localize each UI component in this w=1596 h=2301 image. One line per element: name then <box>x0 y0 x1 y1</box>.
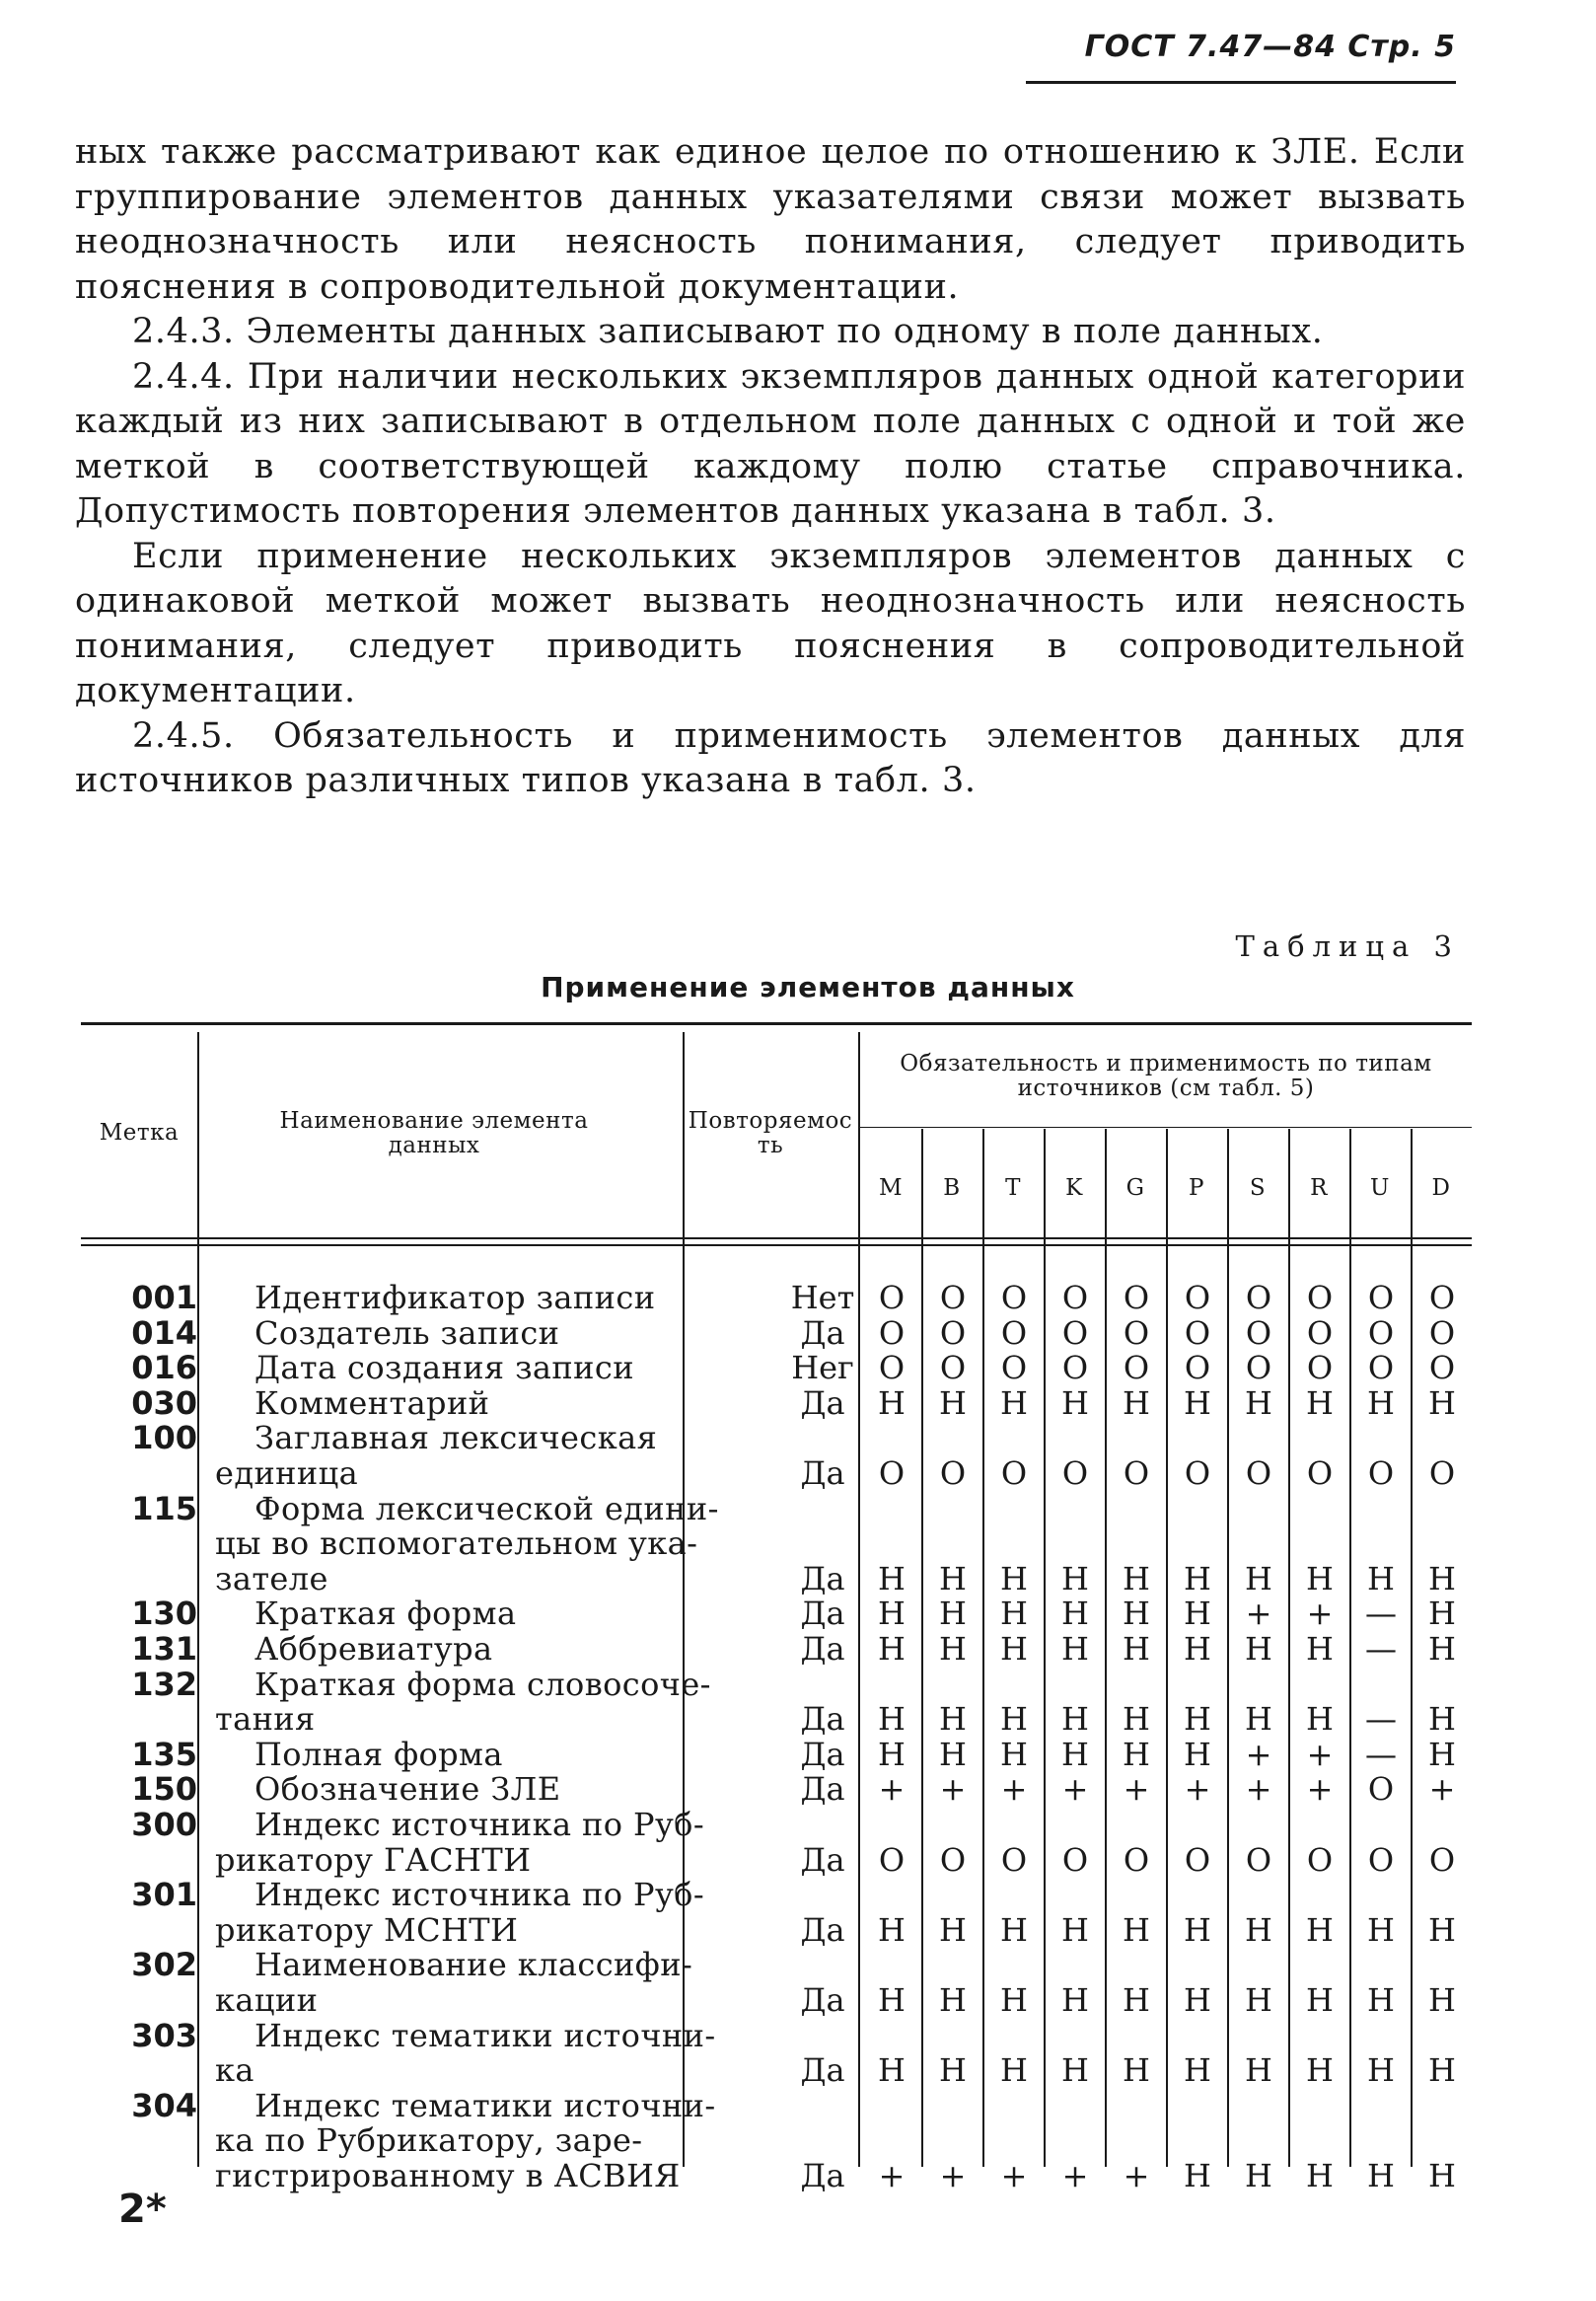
row-value: + <box>939 1770 967 1809</box>
row-value: О <box>1123 1840 1150 1879</box>
row-code: 135 <box>131 1735 197 1773</box>
row-value: Н <box>1000 1383 1028 1422</box>
row-value: Н <box>1123 2051 1150 2090</box>
table-row <box>81 1489 1472 1597</box>
row-value: + <box>1245 1735 1272 1773</box>
row-name-line: Наименование классифи- <box>254 1946 693 1984</box>
row-value: О <box>1184 1840 1211 1879</box>
row-value: Н <box>1428 1735 1456 1773</box>
row-name-line: рикатору ГАСНТИ <box>215 1840 532 1879</box>
row-repeat: Да <box>800 1735 845 1773</box>
row-value: О <box>1000 1313 1028 1352</box>
row-value: О <box>878 1313 906 1352</box>
row-repeat: Нет <box>790 1279 855 1316</box>
table-top-rule <box>81 1022 1472 1025</box>
row-value: О <box>1428 1840 1456 1879</box>
row-value: Н <box>1000 2051 1028 2090</box>
table-row <box>81 1878 1472 1948</box>
row-value: Н <box>878 1700 906 1739</box>
row-value: + <box>1306 1595 1334 1633</box>
row-value: О <box>1061 1840 1089 1879</box>
row-value: О <box>1123 1313 1150 1352</box>
row-value: Н <box>1123 1383 1150 1422</box>
table-row <box>81 1808 1472 1878</box>
row-value: + <box>878 1770 906 1809</box>
table-header-rule <box>81 1244 1472 1246</box>
row-value: Н <box>1123 1595 1150 1633</box>
row-value: Н <box>878 1559 906 1597</box>
table-row <box>81 1596 1472 1632</box>
row-name <box>215 1383 762 1422</box>
row-value: — <box>1365 1630 1397 1668</box>
row-name-line: Индекс источника по Руб- <box>254 1876 705 1914</box>
row-value: Н <box>1428 1595 1456 1633</box>
row-name <box>215 1313 762 1352</box>
row-value: Н <box>939 1700 967 1739</box>
row-value: Н <box>1367 1383 1395 1422</box>
row-value: Н <box>939 1980 967 2019</box>
page-footer-mark: 2* <box>118 2187 167 2232</box>
row-repeat: Да <box>800 1383 845 1422</box>
table-row <box>81 1351 1472 1386</box>
row-value: + <box>1245 1770 1272 1809</box>
row-code: 300 <box>131 1806 197 1843</box>
row-value: + <box>1245 1595 1272 1633</box>
body-text <box>75 130 1466 804</box>
row-value: Н <box>1000 1595 1028 1633</box>
row-value: О <box>939 1349 967 1387</box>
row-value: Н <box>1428 1559 1456 1597</box>
row-name <box>215 1665 762 1739</box>
row-value: Н <box>1184 1383 1211 1422</box>
row-repeat: Да <box>800 1453 845 1492</box>
row-value: Н <box>1184 1630 1211 1668</box>
row-value: Н <box>1367 2156 1395 2194</box>
row-value: Н <box>878 1383 906 1422</box>
row-value: О <box>1061 1453 1089 1492</box>
row-value: Н <box>1061 1595 1089 1633</box>
row-value: Н <box>1061 1980 1089 2019</box>
row-name <box>215 1351 762 1386</box>
header-label: Метка <box>99 1120 180 1146</box>
header-source-type: D <box>1431 1175 1451 1201</box>
row-value: Н <box>939 1735 967 1773</box>
row-name-line: Заглавная лексическая <box>254 1419 658 1457</box>
row-name-line: Индекс тематики источни- <box>254 2086 716 2124</box>
row-value: + <box>1000 2156 1028 2194</box>
row-value: О <box>1245 1453 1272 1492</box>
row-value: + <box>1184 1770 1211 1809</box>
row-value: О <box>1306 1279 1334 1316</box>
row-value: Н <box>1245 1980 1272 2019</box>
row-value: О <box>1367 1313 1395 1352</box>
row-value: Н <box>1245 2156 1272 2194</box>
row-code: 030 <box>131 1383 197 1422</box>
row-value: О <box>1245 1349 1272 1387</box>
row-name-line: Комментарий <box>254 1383 490 1422</box>
row-code: 001 <box>131 1279 197 1316</box>
row-name-line: гистрированному в АСВИЯ <box>215 2156 681 2194</box>
header-rule <box>1026 81 1456 84</box>
row-name-line: Создатель записи <box>254 1313 560 1352</box>
row-value: Н <box>1428 1980 1456 2019</box>
row-repeat: Нег <box>791 1349 854 1387</box>
paragraph: 2.4.5. Обязательность и применимость элементов данных для источников различных типов указана в табл. 3. <box>75 715 1466 800</box>
row-value: О <box>1000 1279 1028 1316</box>
table-row <box>81 1313 1472 1352</box>
row-value: Н <box>1184 2051 1211 2090</box>
row-name-line: Индекс тематики источни- <box>254 2016 716 2054</box>
page-header-text: ГОСТ 7.47—84 Стр. 5 <box>1084 30 1456 64</box>
row-name-line: Идентификатор записи <box>254 1279 656 1316</box>
row-value: Н <box>1184 1910 1211 1949</box>
row-value: + <box>1306 1770 1334 1809</box>
table-number: Таблица 3 <box>1235 929 1460 963</box>
row-repeat: Да <box>800 1559 845 1597</box>
paragraph: 2.4.3. Элементы данных записывают по одному в поле данных. <box>132 312 1324 351</box>
row-value: О <box>1306 1840 1334 1879</box>
row-name <box>215 1808 762 1878</box>
row-name <box>215 1489 762 1597</box>
table-header-rule <box>81 1237 1472 1239</box>
row-value: О <box>1428 1313 1456 1352</box>
row-name-line: Краткая форма <box>254 1595 517 1633</box>
row-name-line: Краткая форма словосоче- <box>254 1665 711 1703</box>
table-row <box>81 2016 1472 2090</box>
row-value: Н <box>1306 2156 1334 2194</box>
row-name-line: цы во вспомогательном ука- <box>215 1524 698 1563</box>
row-value: Н <box>1184 1735 1211 1773</box>
row-name <box>215 2016 762 2090</box>
row-name-line: рикатору МСНТИ <box>215 1910 519 1949</box>
row-value: Н <box>1306 1910 1334 1949</box>
row-value: — <box>1365 1700 1397 1739</box>
row-value: О <box>1245 1313 1272 1352</box>
row-repeat: Да <box>800 2156 845 2194</box>
row-name <box>215 1948 762 2018</box>
row-value: О <box>1306 1313 1334 1352</box>
row-value: + <box>1061 1770 1089 1809</box>
row-value: + <box>1123 1770 1150 1809</box>
row-value: О <box>1123 1349 1150 1387</box>
row-value: + <box>1428 1770 1456 1809</box>
header-applicability: Обязательность и применимость по типам источников (см табл. 5) <box>900 1051 1432 1101</box>
header-source-type: U <box>1370 1175 1390 1201</box>
row-value: Н <box>1245 1700 1272 1739</box>
table-row <box>81 1281 1472 1316</box>
row-value: Н <box>1184 1700 1211 1739</box>
row-value: Н <box>1061 1559 1089 1597</box>
row-value: О <box>1367 1840 1395 1879</box>
row-code: 304 <box>131 2086 197 2124</box>
row-value: О <box>939 1453 967 1492</box>
row-value: Н <box>1428 2156 1456 2194</box>
row-code: 132 <box>131 1665 197 1703</box>
row-name <box>215 1596 762 1632</box>
row-value: + <box>1123 2156 1150 2194</box>
row-value: Н <box>1123 1630 1150 1668</box>
row-value: Н <box>1367 1910 1395 1949</box>
row-value: Н <box>1367 1559 1395 1597</box>
header-source-type: P <box>1189 1175 1204 1201</box>
row-value: Н <box>939 1910 967 1949</box>
row-name-line: Форма лексической едини- <box>254 1489 719 1527</box>
row-value: О <box>878 1840 906 1879</box>
row-value: Н <box>1245 1910 1272 1949</box>
row-value: Н <box>1123 1559 1150 1597</box>
row-value: О <box>878 1279 906 1316</box>
row-value: Н <box>878 1595 906 1633</box>
row-value: — <box>1365 1595 1397 1633</box>
row-value: + <box>1000 1770 1028 1809</box>
header-source-type: M <box>878 1175 904 1201</box>
row-value: Н <box>1245 1383 1272 1422</box>
row-value: О <box>1367 1770 1395 1809</box>
row-value: О <box>878 1453 906 1492</box>
row-value: Н <box>1123 1980 1150 2019</box>
row-name-line: ка <box>215 2051 254 2090</box>
row-code: 301 <box>131 1876 197 1914</box>
row-value: О <box>939 1840 967 1879</box>
row-value: О <box>1061 1279 1089 1316</box>
row-value: О <box>939 1279 967 1316</box>
row-value: Н <box>1061 1700 1089 1739</box>
row-repeat: Да <box>800 1595 845 1633</box>
table-row <box>81 1421 1472 1491</box>
header-source-type: R <box>1310 1175 1328 1201</box>
row-repeat: Да <box>800 1840 845 1879</box>
row-code: 100 <box>131 1419 197 1457</box>
header-source-type: G <box>1125 1175 1145 1201</box>
table-row <box>81 1665 1472 1739</box>
table-row <box>81 1735 1472 1773</box>
row-value: О <box>1184 1279 1211 1316</box>
row-value: О <box>1306 1349 1334 1387</box>
row-name-line: зателе <box>215 1559 328 1597</box>
row-value: О <box>1123 1279 1150 1316</box>
row-value: О <box>878 1349 906 1387</box>
row-name <box>215 1772 762 1808</box>
row-name <box>215 1632 762 1668</box>
row-value: + <box>1061 2156 1089 2194</box>
table-row <box>81 1948 1472 2018</box>
row-name <box>215 1281 762 1316</box>
table-row <box>81 1772 1472 1808</box>
row-value: О <box>1123 1453 1150 1492</box>
row-value: Н <box>939 1383 967 1422</box>
row-name-line: Полная форма <box>254 1735 503 1773</box>
row-value: Н <box>1306 2051 1334 2090</box>
row-value: + <box>939 2156 967 2194</box>
row-code: 016 <box>131 1349 197 1387</box>
paragraph: ных также рассматривают как единое целое по отношению к ЗЛЕ. Если группирование элементов данных указателями связи может вызвать неоднозначность или неясность понимания, следует приводить пояснения в сопроводительной документации. <box>75 132 1466 307</box>
row-value: Н <box>1428 1700 1456 1739</box>
row-value: Н <box>1000 1630 1028 1668</box>
row-value: Н <box>1061 1383 1089 1422</box>
row-name <box>215 1421 762 1491</box>
row-value: Н <box>1306 1559 1334 1597</box>
table-subheader-rule <box>860 1127 1472 1128</box>
header-source-type: K <box>1065 1175 1083 1201</box>
data-elements-table <box>81 1022 1472 2194</box>
row-value: О <box>1061 1313 1089 1352</box>
row-value: Н <box>1245 2051 1272 2090</box>
row-value: Н <box>1000 1910 1028 1949</box>
row-value: Н <box>1184 1559 1211 1597</box>
table-row <box>81 2086 1472 2194</box>
row-name-line: Обозначение ЗЛЕ <box>254 1770 561 1809</box>
row-value: Н <box>1000 1559 1028 1597</box>
row-code: 150 <box>131 1770 197 1809</box>
row-value: О <box>1367 1279 1395 1316</box>
row-value: Н <box>939 2051 967 2090</box>
row-repeat: Да <box>800 1980 845 2019</box>
row-value: Н <box>878 1630 906 1668</box>
row-value: О <box>1184 1453 1211 1492</box>
row-value: О <box>1367 1349 1395 1387</box>
row-value: О <box>1367 1453 1395 1492</box>
row-value: Н <box>1123 1910 1150 1949</box>
row-value: Н <box>1428 2051 1456 2090</box>
row-value: + <box>1306 1735 1334 1773</box>
row-name <box>215 1878 762 1948</box>
row-code: 131 <box>131 1630 197 1668</box>
row-value: Н <box>1123 1700 1150 1739</box>
table-row <box>81 1383 1472 1422</box>
row-name-line: единица <box>215 1453 359 1492</box>
row-value: О <box>1428 1349 1456 1387</box>
row-value: Н <box>1123 1735 1150 1773</box>
row-value: О <box>1428 1279 1456 1316</box>
row-value: Н <box>1061 1910 1089 1949</box>
row-name-line: ка по Рубрикатору, заре- <box>215 2121 643 2160</box>
row-code: 302 <box>131 1946 197 1984</box>
row-value: Н <box>939 1595 967 1633</box>
row-value: Н <box>1428 1910 1456 1949</box>
row-value: О <box>1000 1453 1028 1492</box>
row-value: О <box>1428 1453 1456 1492</box>
row-code: 115 <box>131 1489 197 1527</box>
row-value: Н <box>878 1735 906 1773</box>
row-code: 303 <box>131 2016 197 2054</box>
paragraph: Если применение нескольких экземпляров элементов данных с одинаковой меткой может вызвать неоднозначность или неясность понимания, следует приводить пояснения в сопроводительной документации. <box>75 536 1466 710</box>
row-value: Н <box>1061 1630 1089 1668</box>
row-value: Н <box>1061 1735 1089 1773</box>
row-name <box>215 1735 762 1773</box>
row-name-line: Индекс источника по Руб- <box>254 1806 705 1843</box>
row-value: Н <box>1428 1630 1456 1668</box>
row-code: 014 <box>131 1313 197 1352</box>
row-value: Н <box>1306 1980 1334 2019</box>
header-repeat: Повторяемость <box>688 1108 853 1158</box>
row-name-line: Аббревиатура <box>254 1630 493 1668</box>
header-name: Наименование элемента данных <box>279 1108 589 1158</box>
row-value: О <box>1000 1840 1028 1879</box>
row-value: Н <box>878 2051 906 2090</box>
row-value: + <box>878 2156 906 2194</box>
row-value: О <box>1245 1279 1272 1316</box>
row-value: Н <box>878 1980 906 2019</box>
row-value: Н <box>1245 1630 1272 1668</box>
row-value: Н <box>1367 2051 1395 2090</box>
row-name-line: Дата создания записи <box>254 1349 634 1387</box>
row-value: О <box>1061 1349 1089 1387</box>
header-source-type: T <box>1005 1175 1021 1201</box>
row-name-line: тания <box>215 1700 316 1739</box>
row-repeat: Да <box>800 1630 845 1668</box>
row-value: Н <box>1184 1980 1211 2019</box>
table-title: Применение элементов данных <box>541 971 1075 1003</box>
row-value: Н <box>1306 1383 1334 1422</box>
row-value: Н <box>939 1559 967 1597</box>
row-repeat: Да <box>800 1313 845 1352</box>
header-source-type: B <box>943 1175 961 1201</box>
row-code: 130 <box>131 1595 197 1633</box>
row-value: Н <box>939 1630 967 1668</box>
row-value: Н <box>1306 1630 1334 1668</box>
row-repeat: Да <box>800 1700 845 1739</box>
row-repeat: Да <box>800 2051 845 2090</box>
row-value: О <box>1306 1453 1334 1492</box>
paragraph: 2.4.4. При наличии нескольких экземпляров данных одной категории каждый из них записывают в отдельном поле данных с одной и той же меткой в соответствующей каждому полю статье справочника. Допустимость повторения элементов данных указана в табл. 3. <box>75 356 1466 531</box>
row-value: — <box>1365 1735 1397 1773</box>
row-value: Н <box>1184 1595 1211 1633</box>
row-value: Н <box>1428 1383 1456 1422</box>
row-value: Н <box>1306 1700 1334 1739</box>
row-value: О <box>939 1313 967 1352</box>
row-value: Н <box>1184 2156 1211 2194</box>
row-name <box>215 2086 762 2194</box>
row-repeat: Да <box>800 1770 845 1809</box>
row-value: Н <box>1061 2051 1089 2090</box>
row-name-line: кации <box>215 1980 319 2019</box>
row-value: Н <box>1245 1559 1272 1597</box>
row-value: Н <box>1000 1735 1028 1773</box>
row-value: Н <box>878 1910 906 1949</box>
row-value: О <box>1245 1840 1272 1879</box>
row-value: Н <box>1367 1980 1395 2019</box>
header-source-type: S <box>1249 1175 1267 1201</box>
row-value: Н <box>1000 1980 1028 2019</box>
row-value: О <box>1184 1349 1211 1387</box>
row-repeat: Да <box>800 1910 845 1949</box>
row-value: О <box>1000 1349 1028 1387</box>
table-row <box>81 1632 1472 1668</box>
row-value: Н <box>1000 1700 1028 1739</box>
row-value: О <box>1184 1313 1211 1352</box>
